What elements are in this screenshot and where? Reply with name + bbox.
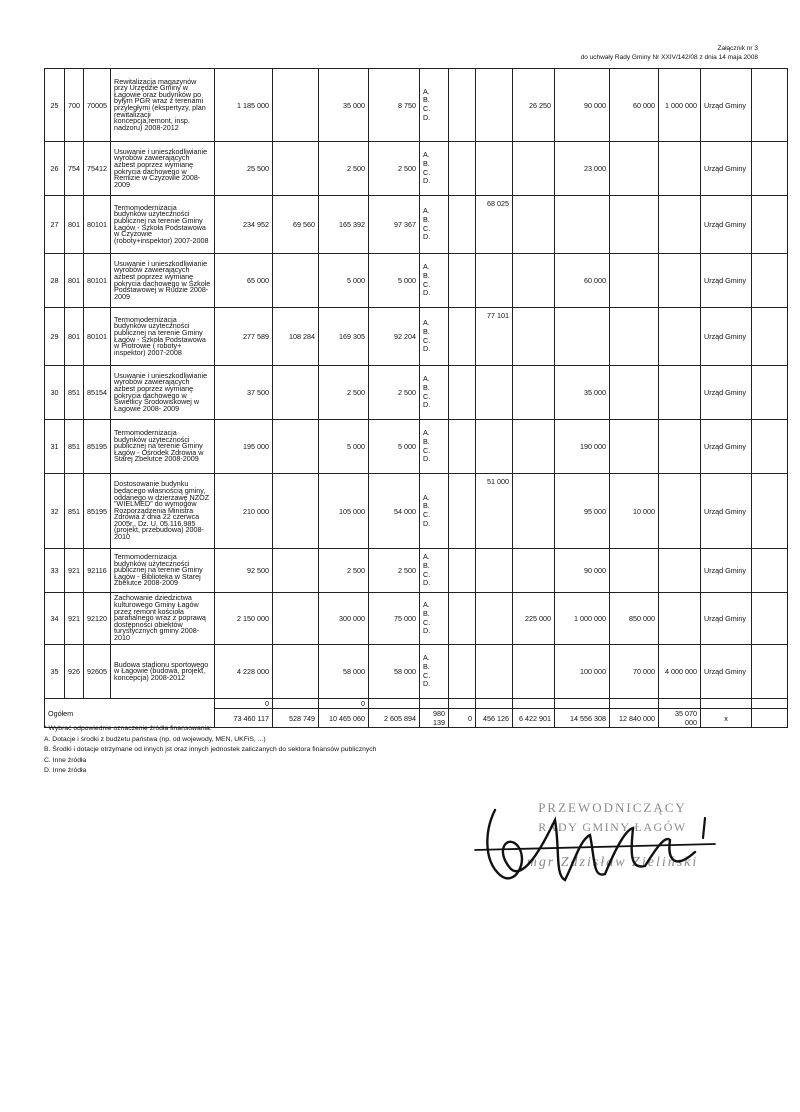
source-b-amount [476,420,513,474]
table-row [45,308,788,366]
source-b-amount [476,142,513,196]
planned-2008: 165 392 [319,196,369,254]
funding-source-letter: A. [423,374,430,384]
total-cost: 2 150 000 [215,593,273,645]
planned-2009: 35 000 [555,366,610,420]
total-source-b: 456 126 [476,709,513,728]
total-2008: 10 465 060 [319,709,369,728]
chapter-code: 85195 [84,474,111,549]
total-source-letters: 980 139 [420,709,449,728]
funding-source-letter: C. [423,670,431,680]
funding-source-letter: A. [423,262,430,272]
funding-source-letter: A. [423,206,430,216]
planned-2010 [610,549,659,593]
row-number: 27 [45,196,65,254]
empty-cell [369,699,420,709]
planned-2011 [659,254,701,308]
planned-2008: 105 000 [319,474,369,549]
funding-sources [420,69,449,142]
chapter-code: 85154 [84,366,111,420]
funding-source-letter: D. [423,344,431,354]
funding-source-letter: A. [423,428,430,438]
footnote-b: B. Środki i dotacje otrzymane od innych jst oraz innych jednostek zaliczanych do sektora finansów publicznych [44,746,377,753]
funding-source-letter: B. [423,158,430,168]
empty-cell [752,142,788,196]
stamp-title: PRZEWODNICZĄCY [538,800,687,815]
planned-2011 [659,308,701,366]
planned-2008: 169 305 [319,308,369,366]
source-c-amount [513,645,555,699]
row-number: 28 [45,254,65,308]
own-funds-2008: 54 000 [369,474,420,549]
division-code: 700 [65,69,84,142]
planned-2010: 70 000 [610,645,659,699]
footnotes [44,724,376,777]
division-code: 851 [65,474,84,549]
funding-source-letter: D. [423,400,431,410]
planned-2008: 2 500 [319,366,369,420]
empty-cell [476,699,513,709]
source-a-amount [449,142,476,196]
attachment-header [581,44,758,62]
source-a-amount [449,196,476,254]
source-b-amount [476,645,513,699]
empty-cell [752,549,788,593]
total-label: Ogółem [45,699,215,728]
funding-source-letter: C. [423,391,431,401]
empty-cell [659,699,701,709]
source-c-amount [513,549,555,593]
funding-source-letter: B. [423,214,430,224]
spent-before [273,645,319,699]
total-source-a: 0 [449,709,476,728]
own-funds-2008: 2 500 [369,142,420,196]
total-2009: 14 556 308 [555,709,610,728]
task-description: Termomodernizacja budynków użyteczności publicznej na terenie Gminy Łagów - Szkoła Podstawowa w Czyżowie (roboty+inspektor) 2007-2008 [111,196,215,254]
total-cost: 25 500 [215,142,273,196]
responsible-unit: Urząd Gminy [701,420,752,474]
chapter-code: 92116 [84,549,111,593]
planned-2009: 60 000 [555,254,610,308]
empty-cell [701,699,752,709]
funding-source-letter: B. [423,560,430,570]
planned-2010 [610,196,659,254]
planned-2008: 5 000 [319,420,369,474]
planned-2010 [610,420,659,474]
row-number: 32 [45,474,65,549]
table-row [45,645,788,699]
own-funds-2008: 5 000 [369,420,420,474]
row-number: 25 [45,69,65,142]
funding-sources [420,645,449,699]
chapter-code: 80101 [84,254,111,308]
empty-cell [449,699,476,709]
source-c-amount [513,254,555,308]
planned-2011 [659,593,701,645]
row-number: 26 [45,142,65,196]
source-a-amount [449,645,476,699]
spent-before [273,366,319,420]
total-cost: 210 000 [215,474,273,549]
footnote-d: D. Inne źródła [44,767,87,774]
own-funds-2008: 92 204 [369,308,420,366]
total-top-2008: 0 [319,699,369,709]
total-2010: 12 840 000 [610,709,659,728]
chapter-code: 70005 [84,69,111,142]
planned-2009 [555,196,610,254]
table-row [45,549,788,593]
planned-2011: 4 000 000 [659,645,701,699]
total-top-cost: 0 [215,699,273,709]
planned-2009: 1 000 000 [555,593,610,645]
funding-source-letter: C. [423,617,431,627]
planned-2009: 100 000 [555,645,610,699]
planned-2009 [555,308,610,366]
empty-cell [752,593,788,645]
total-2011: 35 070 000 [659,709,701,728]
source-c-amount [513,142,555,196]
table-row [45,196,788,254]
source-a-amount [449,474,476,549]
funding-sources [420,142,449,196]
source-a-amount [449,308,476,366]
task-description: Termomodernizacja budynków użyteczności publicznej na terenie Gminy Łagów - Ośrodek Zdrowia w Starej Zbelutce 2008-2009 [111,420,215,474]
total-cost: 4 228 000 [215,645,273,699]
planned-2008: 2 500 [319,142,369,196]
stamp-name: mgr Zdzisław Zieliński [526,855,699,870]
row-number: 33 [45,549,65,593]
division-code: 801 [65,254,84,308]
empty-cell [752,196,788,254]
task-description: Zachowanie dziedzictwa kulturowego Gminy Łagów przez remont kościoła parafialnego wraz z poprawą dostępności obiektów turystycznych gminy 2008-2010 [111,593,215,645]
source-b-amount [476,366,513,420]
funding-sources [420,549,449,593]
source-a-amount [449,366,476,420]
chapter-code: 92605 [84,645,111,699]
responsible-unit: Urząd Gminy [701,645,752,699]
funding-source-letter: D. [423,176,431,186]
funding-sources [420,254,449,308]
source-a-amount [449,593,476,645]
planned-2008: 58 000 [319,645,369,699]
planned-2010 [610,308,659,366]
empty-cell [752,709,788,728]
funding-sources [420,196,449,254]
planned-2008: 35 000 [319,69,369,142]
task-description: Usuwanie i unieszkodliwianie wyrobów zawierających azbest poprzez wymianę pokrycia dachowego w Świetlicy Środowiskowej w Łagowie 2008- 2009 [111,366,215,420]
source-b-amount: 68 025 [476,196,513,254]
source-b-amount: 77 101 [476,308,513,366]
funding-source-letter: D. [423,454,431,464]
planned-2008: 300 000 [319,593,369,645]
responsible-unit: Urząd Gminy [701,474,752,549]
own-funds-2008: 75 000 [369,593,420,645]
planned-2009: 90 000 [555,549,610,593]
funding-source-letter: A. [423,318,430,328]
funding-source-letter: C. [423,569,431,579]
funding-source-letter: A. [423,86,430,96]
empty-cell [610,699,659,709]
stamp-council: RADY GMINY ŁAGÓW [538,820,687,834]
source-b-amount [476,549,513,593]
table-row [45,420,788,474]
planned-2008: 5 000 [319,254,369,308]
row-number: 30 [45,366,65,420]
funding-source-letter: A. [423,150,430,160]
table-row [45,142,788,196]
resolution-reference: do uchwały Rady Gminy Nr XXIV/142/08 z dnia 14 maja 2008 [580,54,758,61]
spent-before [273,420,319,474]
total-cost: 65 000 [215,254,273,308]
spent-before: 69 560 [273,196,319,254]
source-c-amount [513,420,555,474]
responsible-unit: Urząd Gminy [701,593,752,645]
funding-sources [420,366,449,420]
total-cost: 73 460 117 [215,709,273,728]
funding-source-letter: D. [423,288,431,298]
source-a-amount [449,254,476,308]
empty-cell [420,699,449,709]
source-a-amount [449,69,476,142]
funding-source-letter: A. [423,653,430,663]
attachment-number: Załącznik nr 3 [717,45,758,52]
spent-before [273,474,319,549]
planned-2009: 95 000 [555,474,610,549]
empty-cell [752,308,788,366]
total-cost: 234 952 [215,196,273,254]
funding-source-letter: B. [423,95,430,105]
planned-2009: 190 000 [555,420,610,474]
task-description: Rewitalizacja magazynów przy Urzędzie Gminy w Łagowie oraz budynków po byłym PGR wraz z terenami przyległymi (ekspertyzy, plan rewitalizacji koncepcja,remont, insp. nadzoru) 2008-2012 [111,69,215,142]
division-code: 801 [65,196,84,254]
planned-2011 [659,142,701,196]
total-source-c: 6 422 901 [513,709,555,728]
division-code: 926 [65,645,84,699]
source-a-amount [449,549,476,593]
task-description: Usuwanie i unieszkodliwianie wyrobów zawierających azbest poprzez wymianę pokrycia dachowego w Szkole Podstawowej w Rudzie 2008-2009 [111,254,215,308]
spent-before [273,142,319,196]
funding-source-letter: D. [423,626,431,636]
source-b-amount [476,254,513,308]
source-b-amount [476,593,513,645]
total-spent-before: 528 749 [273,709,319,728]
total-cost: 195 000 [215,420,273,474]
planned-2010: 60 000 [610,69,659,142]
responsible-unit: Urząd Gminy [701,308,752,366]
table-row [45,474,788,549]
funding-source-letter: B. [423,608,430,618]
row-number: 29 [45,308,65,366]
investment-table [44,68,788,728]
own-funds-2008: 2 500 [369,549,420,593]
source-a-amount [449,420,476,474]
row-number: 34 [45,593,65,645]
planned-2010 [610,254,659,308]
chapter-code: 75412 [84,142,111,196]
chapter-code: 80101 [84,196,111,254]
responsible-unit: Urząd Gminy [701,142,752,196]
funding-source-letter: B. [423,501,430,511]
own-funds-2008: 97 367 [369,196,420,254]
planned-2011 [659,366,701,420]
responsible-unit: Urząd Gminy [701,196,752,254]
spent-before [273,69,319,142]
row-number: 31 [45,420,65,474]
funding-source-letter: B. [423,270,430,280]
planned-2008: 2 500 [319,549,369,593]
empty-cell [752,645,788,699]
task-description: Termomodernizacja budynków użyteczności publicznej na terenie Gminy Łagów - Szkoła Podstawowa w Piotrowie ( roboty+ inspektor) 2007-2008 [111,308,215,366]
funding-source-letter: C. [423,279,431,289]
funding-source-letter: C. [423,223,431,233]
total-row-top [45,699,788,709]
funding-source-letter: D. [423,578,431,588]
funding-source-letter: B. [423,326,430,336]
table-row [45,69,788,142]
division-code: 921 [65,593,84,645]
spent-before: 108 284 [273,308,319,366]
task-description: Termomodernizacja budynków użyteczności publicznej na terenie Gminy Łagów - Biblioteka w Starej Zbelutce 2008-2009 [111,549,215,593]
source-b-amount: 51 000 [476,474,513,549]
chapter-code: 85195 [84,420,111,474]
row-number: 35 [45,645,65,699]
planned-2011: 1 000 000 [659,69,701,142]
chapter-code: 80101 [84,308,111,366]
total-own-funds: 2 605 894 [369,709,420,728]
planned-2011 [659,196,701,254]
total-cost: 37 500 [215,366,273,420]
funding-source-letter: A. [423,600,430,610]
empty-cell [752,366,788,420]
planned-2009: 90 000 [555,69,610,142]
funding-source-letter: D. [423,112,431,122]
division-code: 851 [65,366,84,420]
empty-cell [752,420,788,474]
source-c-amount [513,474,555,549]
total-cost: 92 500 [215,549,273,593]
empty-cell [752,474,788,549]
empty-cell [555,699,610,709]
funding-source-letter: B. [423,382,430,392]
funding-source-letter: A. [423,492,430,502]
funding-source-letter: B. [423,436,430,446]
own-funds-2008: 58 000 [369,645,420,699]
division-code: 754 [65,142,84,196]
funding-source-letter: D. [423,518,431,528]
task-description: Usuwanie i unieszkodliwianie wyrobów zawierających azbest poprzez wymianę pokrycia dachowego w Remizie w Czyżowie 2008- 2009 [111,142,215,196]
empty-cell [752,254,788,308]
total-cost: 1 185 000 [215,69,273,142]
task-description: Budowa stadionu sportowego w Łagowie (budowa, projekt, koncepcja) 2008-2012 [111,645,215,699]
table-row [45,254,788,308]
source-c-amount [513,308,555,366]
responsible-unit: Urząd Gminy [701,366,752,420]
empty-cell [752,699,788,709]
own-funds-2008: 8 750 [369,69,420,142]
planned-2010: 10 000 [610,474,659,549]
funding-source-letter: C. [423,104,431,113]
chapter-code: 92120 [84,593,111,645]
responsible-unit: Urząd Gminy [701,254,752,308]
funding-sources [420,474,449,549]
planned-2011 [659,420,701,474]
funding-source-letter: C. [423,335,431,345]
responsible-unit: Urząd Gminy [701,549,752,593]
responsible-unit: Urząd Gminy [701,69,752,142]
funding-sources [420,593,449,645]
own-funds-2008: 2 500 [369,366,420,420]
funding-sources [420,308,449,366]
funding-source-letter: C. [423,445,431,455]
source-c-amount: 26 250 [513,69,555,142]
planned-2009: 23 000 [555,142,610,196]
footnote-title: * Wybrać odpowiednie oznaczenie źródła finansowania: [44,725,212,732]
table-row [45,366,788,420]
division-code: 851 [65,420,84,474]
spent-before [273,254,319,308]
funding-source-letter: C. [423,167,431,177]
own-funds-2008: 5 000 [369,254,420,308]
source-b-amount [476,69,513,142]
planned-2011 [659,549,701,593]
funding-source-letter: B. [423,661,430,671]
spent-before [273,549,319,593]
planned-2011 [659,474,701,549]
table-row [45,593,788,645]
empty-cell [273,699,319,709]
source-c-amount: 225 000 [513,593,555,645]
funding-source-letter: C. [423,510,431,519]
total-x-mark: x [701,709,752,728]
task-description: Dostosowanie budynku będącego własnością gminy, oddanego w dzierżawę NZOZ "WIELMED" do wymogów Rozporządzenia Ministra Zdrowia z dnia 22 czerwca 2005r., Dz. U. 05.116.985 (projekt, przebudowa) 2008-2010 [111,474,215,549]
total-cost: 277 589 [215,308,273,366]
empty-cell [752,69,788,142]
source-c-amount [513,196,555,254]
planned-2010: 850 000 [610,593,659,645]
planned-2010 [610,142,659,196]
footnote-c: C. Inne źródła [44,756,87,764]
footnote-a: A. Dotacje i środki z budżetu państwa (np. od wojewody, MEN, UKFiS, ...) [44,735,266,743]
funding-source-letter: D. [423,232,431,242]
funding-source-letter: A. [423,552,430,562]
source-c-amount [513,366,555,420]
spent-before [273,593,319,645]
division-code: 921 [65,549,84,593]
funding-source-letter: D. [423,679,431,689]
funding-sources [420,420,449,474]
planned-2010 [610,366,659,420]
empty-cell [513,699,555,709]
division-code: 801 [65,308,84,366]
handwritten-signature [455,790,725,895]
